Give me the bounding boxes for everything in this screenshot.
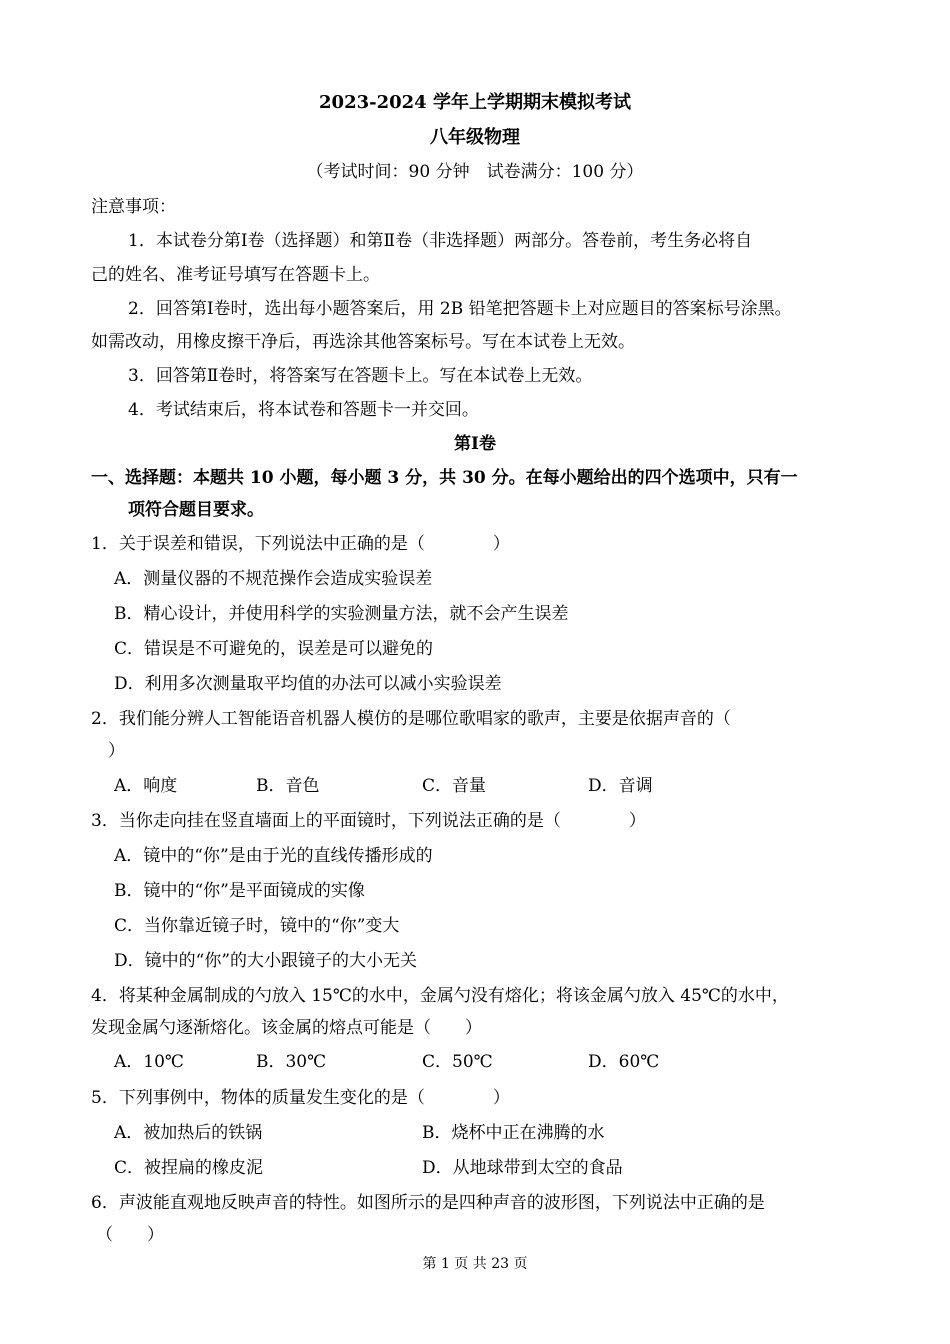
- q4-option-d: D．60℃: [588, 1052, 660, 1072]
- volume-title: 第Ⅰ卷: [454, 434, 496, 454]
- q2-option-a: A．响度: [114, 776, 178, 796]
- q1-stem: 1．关于误差和错误，下列说法中正确的是（ ）: [91, 534, 510, 554]
- q5-stem: 5．下列事例中，物体的质量发生变化的是（ ）: [91, 1088, 510, 1108]
- q2-option-c: C．音量: [422, 776, 487, 796]
- q3-option-a: A．镜中的“你”是由于光的直线传播形成的: [114, 846, 433, 866]
- q1-option-d: D．利用多次测量取平均值的办法可以减小实验误差: [114, 674, 502, 694]
- q2-stem-line-2: ）: [108, 741, 125, 761]
- exam-info: （考试时间：90 分钟 试卷满分：100 分）: [306, 162, 644, 182]
- notice-heading: 注意事项：: [91, 197, 176, 217]
- q1-option-c: C．错误是不可避免的，误差是可以避免的: [114, 639, 434, 659]
- q5-option-d: D．从地球带到太空的食品: [422, 1158, 623, 1178]
- notice-item-4: 4．考试结束后，将本试卷和答题卡一并交回。: [128, 400, 479, 420]
- q3-option-c: C．当你靠近镜子时，镜中的“你”变大: [114, 916, 400, 936]
- q6-stem-line-2: （ ）: [96, 1225, 164, 1245]
- exam-title: 2023-2024 学年上学期期末模拟考试: [319, 92, 631, 113]
- q5-option-a: A．被加热后的铁锅: [114, 1123, 263, 1143]
- q5-option-c: C．被捏扁的橡皮泥: [114, 1158, 264, 1178]
- q2-option-b: B．音色: [256, 776, 320, 796]
- q4-option-a: A．10℃: [114, 1052, 184, 1072]
- q1-option-a: A．测量仪器的不规范操作会造成实验误差: [114, 569, 433, 589]
- notice-item-1-line-1: 1．本试卷分第Ⅰ卷（选择题）和第Ⅱ卷（非选择题）两部分。答卷前，考生务必将自: [128, 231, 753, 251]
- q2-stem-line-1: 2．我们能分辨人工智能语音机器人模仿的是哪位歌唱家的歌声，主要是依据声音的（: [91, 709, 731, 729]
- notice-item-3: 3．回答第Ⅱ卷时，将答案写在答题卡上。写在本试卷上无效。: [128, 366, 593, 386]
- q1-option-b: B．精心设计，并使用科学的实验测量方法，就不会产生误差: [114, 604, 569, 624]
- section-heading-line-1: 一、选择题：本题共 10 小题，每小题 3 分，共 30 分。在每小题给出的四个选项中，只有一: [91, 468, 798, 488]
- notice-item-2-line-2: 如需改动，用橡皮擦干净后，再选涂其他答案标号。写在本试卷上无效。: [91, 332, 635, 352]
- page-number: 第 1 页 共 23 页: [422, 1256, 528, 1272]
- q3-option-b: B．镜中的“你”是平面镜成的实像: [114, 881, 365, 901]
- notice-item-1-line-2: 己的姓名、准考证号填写在答题卡上。: [91, 265, 380, 285]
- section-heading-line-2: 项符合题目要求。: [128, 500, 264, 520]
- q4-option-b: B．30℃: [256, 1052, 327, 1072]
- q4-stem-line-1: 4．将某种金属制成的勺放入 15℃的水中，金属勺没有熔化；将该金属勺放入 45℃的水中，: [91, 986, 789, 1006]
- q4-stem-line-2: 发现金属勺逐渐熔化。该金属的熔点可能是（ ）: [91, 1018, 482, 1038]
- q5-option-b: B．烧杯中正在沸腾的水: [422, 1123, 605, 1143]
- notice-item-2-line-1: 2．回答第Ⅰ卷时，选出每小题答案后，用 2B 铅笔把答题卡上对应题目的答案标号涂黑。: [128, 299, 792, 319]
- q3-stem: 3．当你走向挂在竖直墙面上的平面镜时，下列说法正确的是（ ）: [91, 811, 646, 831]
- q4-option-c: C．50℃: [422, 1052, 493, 1072]
- q6-stem-line-1: 6．声波能直观地反映声音的特性。如图所示的是四种声音的波形图，下列说法中正确的是: [91, 1193, 765, 1213]
- q2-option-d: D．音调: [588, 776, 653, 796]
- q3-option-d: D．镜中的“你”的大小跟镜子的大小无关: [114, 951, 418, 971]
- subject-title: 八年级物理: [430, 127, 520, 148]
